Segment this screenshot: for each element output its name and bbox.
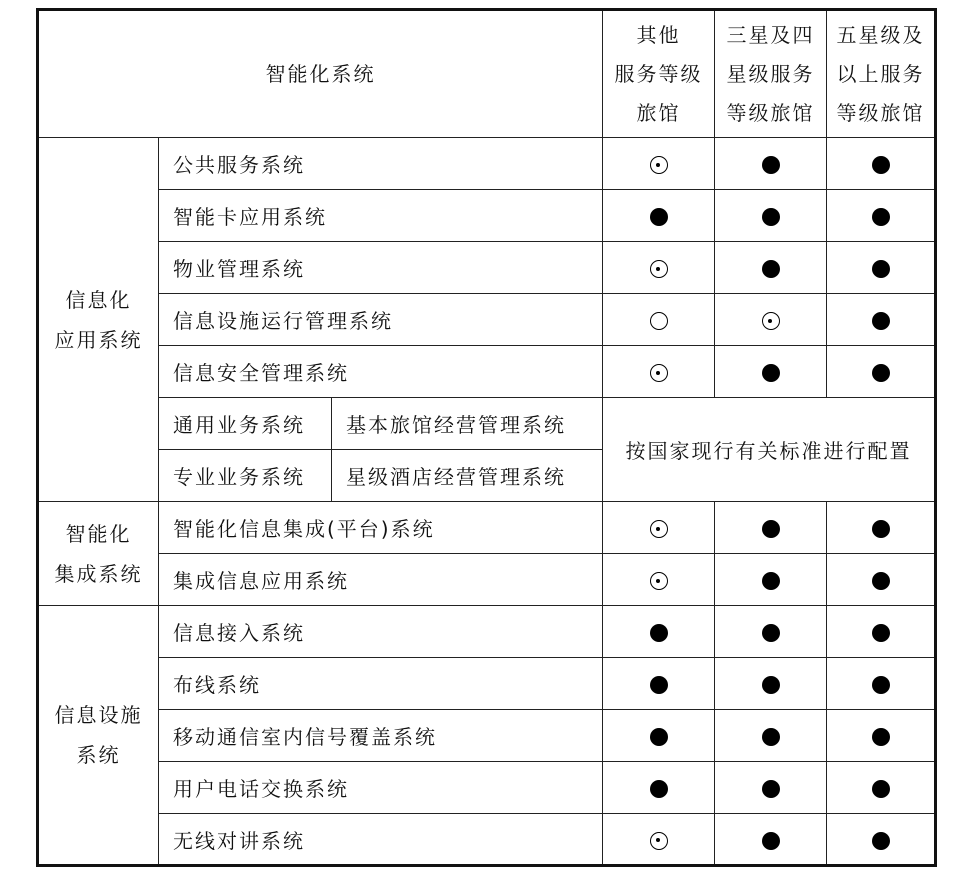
mark-three-four-star (715, 710, 827, 762)
dotted-circle-icon (650, 832, 668, 850)
header-col-three-four-star-line: 星级服务 (726, 61, 815, 86)
filled-circle-icon (650, 624, 668, 642)
filled-circle-icon (872, 832, 890, 850)
table-row (38, 190, 936, 242)
system-name: 布线系统 (159, 658, 603, 710)
header-col-five-star-line: 五星级及 (836, 22, 925, 47)
filled-circle-icon (872, 676, 890, 694)
category-label-line: 集成系统 (54, 561, 143, 586)
filled-circle-icon (872, 156, 890, 174)
header-row (38, 10, 936, 138)
mark-other (603, 138, 715, 190)
header-col-three-four-star-line: 三星及四 (726, 22, 815, 47)
table-row (38, 346, 936, 398)
system-name: 公共服务系统 (159, 138, 603, 190)
mark-other (603, 762, 715, 814)
category-label-line: 信息设施 (54, 703, 143, 727)
table-row (38, 398, 936, 450)
table-row (38, 294, 936, 346)
filled-circle-icon (762, 572, 780, 590)
dotted-circle-icon (650, 572, 668, 590)
table-row (38, 242, 936, 294)
dotted-circle-icon (762, 312, 780, 330)
filled-circle-icon (762, 624, 780, 642)
system-name: 移动通信室内信号覆盖系统 (159, 710, 603, 762)
mark-five-star (827, 346, 936, 398)
configuration-note: 按国家现行有关标准进行配置 (603, 398, 936, 502)
mark-other (603, 658, 715, 710)
filled-circle-icon (762, 676, 780, 694)
mark-other (603, 346, 715, 398)
category-label-line: 信息化 (65, 287, 132, 312)
filled-circle-icon (650, 780, 668, 798)
header-col-three-four-star-line: 等级旅馆 (726, 100, 815, 125)
system-name: 物业管理系统 (159, 242, 603, 294)
filled-circle-icon (762, 364, 780, 382)
system-name: 信息设施运行管理系统 (159, 294, 603, 346)
business-system-name: 基本旅馆经营管理系统 (332, 398, 603, 450)
category-cell (38, 138, 159, 502)
header-col-other (603, 10, 715, 138)
filled-circle-icon (872, 312, 890, 330)
mark-other (603, 294, 715, 346)
filled-circle-icon (762, 832, 780, 850)
mark-five-star (827, 762, 936, 814)
filled-circle-icon (872, 624, 890, 642)
dotted-circle-icon (650, 156, 668, 174)
mark-five-star (827, 502, 936, 554)
table-row (38, 554, 936, 606)
header-col-five-star-line: 等级旅馆 (836, 100, 925, 125)
table-row (38, 658, 936, 710)
mark-five-star (827, 190, 936, 242)
filled-circle-icon (872, 572, 890, 590)
mark-three-four-star (715, 346, 827, 398)
mark-three-four-star (715, 814, 827, 866)
dotted-circle-icon (650, 364, 668, 382)
header-system-label: 智能化系统 (38, 10, 603, 138)
category-cell (38, 502, 159, 606)
filled-circle-icon (762, 728, 780, 746)
filled-circle-icon (872, 520, 890, 538)
mark-other (603, 554, 715, 606)
mark-three-four-star (715, 190, 827, 242)
filled-circle-icon (872, 260, 890, 278)
table-row (38, 814, 936, 866)
system-name: 用户电话交换系统 (159, 762, 603, 814)
business-system-type: 专业业务系统 (159, 450, 332, 502)
mark-five-star (827, 658, 936, 710)
mark-five-star (827, 242, 936, 294)
mark-other (603, 242, 715, 294)
category-label-line: 系统 (76, 743, 121, 767)
filled-circle-icon (872, 364, 890, 382)
hollow-circle-icon (650, 312, 668, 330)
system-name: 智能卡应用系统 (159, 190, 603, 242)
mark-five-star (827, 606, 936, 658)
header-col-other-line: 其他 (636, 22, 681, 47)
business-system-name: 星级酒店经营管理系统 (332, 450, 603, 502)
configuration-table (36, 8, 937, 867)
business-system-type: 通用业务系统 (159, 398, 332, 450)
filled-circle-icon (650, 208, 668, 226)
mark-other (603, 710, 715, 762)
filled-circle-icon (872, 208, 890, 226)
filled-circle-icon (650, 728, 668, 746)
category-cell (38, 606, 159, 866)
header-col-other-line: 服务等级 (614, 61, 703, 86)
mark-five-star (827, 138, 936, 190)
table-row (38, 710, 936, 762)
filled-circle-icon (762, 780, 780, 798)
category-label-line: 智能化 (65, 521, 132, 546)
mark-three-four-star (715, 762, 827, 814)
mark-five-star (827, 710, 936, 762)
filled-circle-icon (762, 156, 780, 174)
mark-other (603, 502, 715, 554)
filled-circle-icon (872, 728, 890, 746)
filled-circle-icon (650, 676, 668, 694)
header-col-three-four-star (715, 10, 827, 138)
mark-five-star (827, 554, 936, 606)
table-row (38, 762, 936, 814)
mark-three-four-star (715, 294, 827, 346)
system-name: 集成信息应用系统 (159, 554, 603, 606)
mark-three-four-star (715, 658, 827, 710)
filled-circle-icon (762, 260, 780, 278)
table-row (38, 502, 936, 554)
system-name: 无线对讲系统 (159, 814, 603, 866)
dotted-circle-icon (650, 520, 668, 538)
dotted-circle-icon (650, 260, 668, 278)
table-row (38, 606, 936, 658)
system-name: 信息安全管理系统 (159, 346, 603, 398)
header-col-five-star-line: 以上服务 (836, 61, 925, 86)
header-col-other-line: 旅馆 (636, 100, 681, 125)
category-label-line: 应用系统 (54, 327, 143, 352)
mark-other (603, 190, 715, 242)
filled-circle-icon (762, 208, 780, 226)
mark-five-star (827, 814, 936, 866)
table-row (38, 138, 936, 190)
header-col-five-star (827, 10, 936, 138)
mark-five-star (827, 294, 936, 346)
filled-circle-icon (762, 520, 780, 538)
mark-other (603, 606, 715, 658)
system-name: 智能化信息集成(平台)系统 (159, 502, 603, 554)
mark-three-four-star (715, 138, 827, 190)
mark-three-four-star (715, 554, 827, 606)
filled-circle-icon (872, 780, 890, 798)
mark-three-four-star (715, 242, 827, 294)
mark-other (603, 814, 715, 866)
mark-three-four-star (715, 606, 827, 658)
mark-three-four-star (715, 502, 827, 554)
system-name: 信息接入系统 (159, 606, 603, 658)
